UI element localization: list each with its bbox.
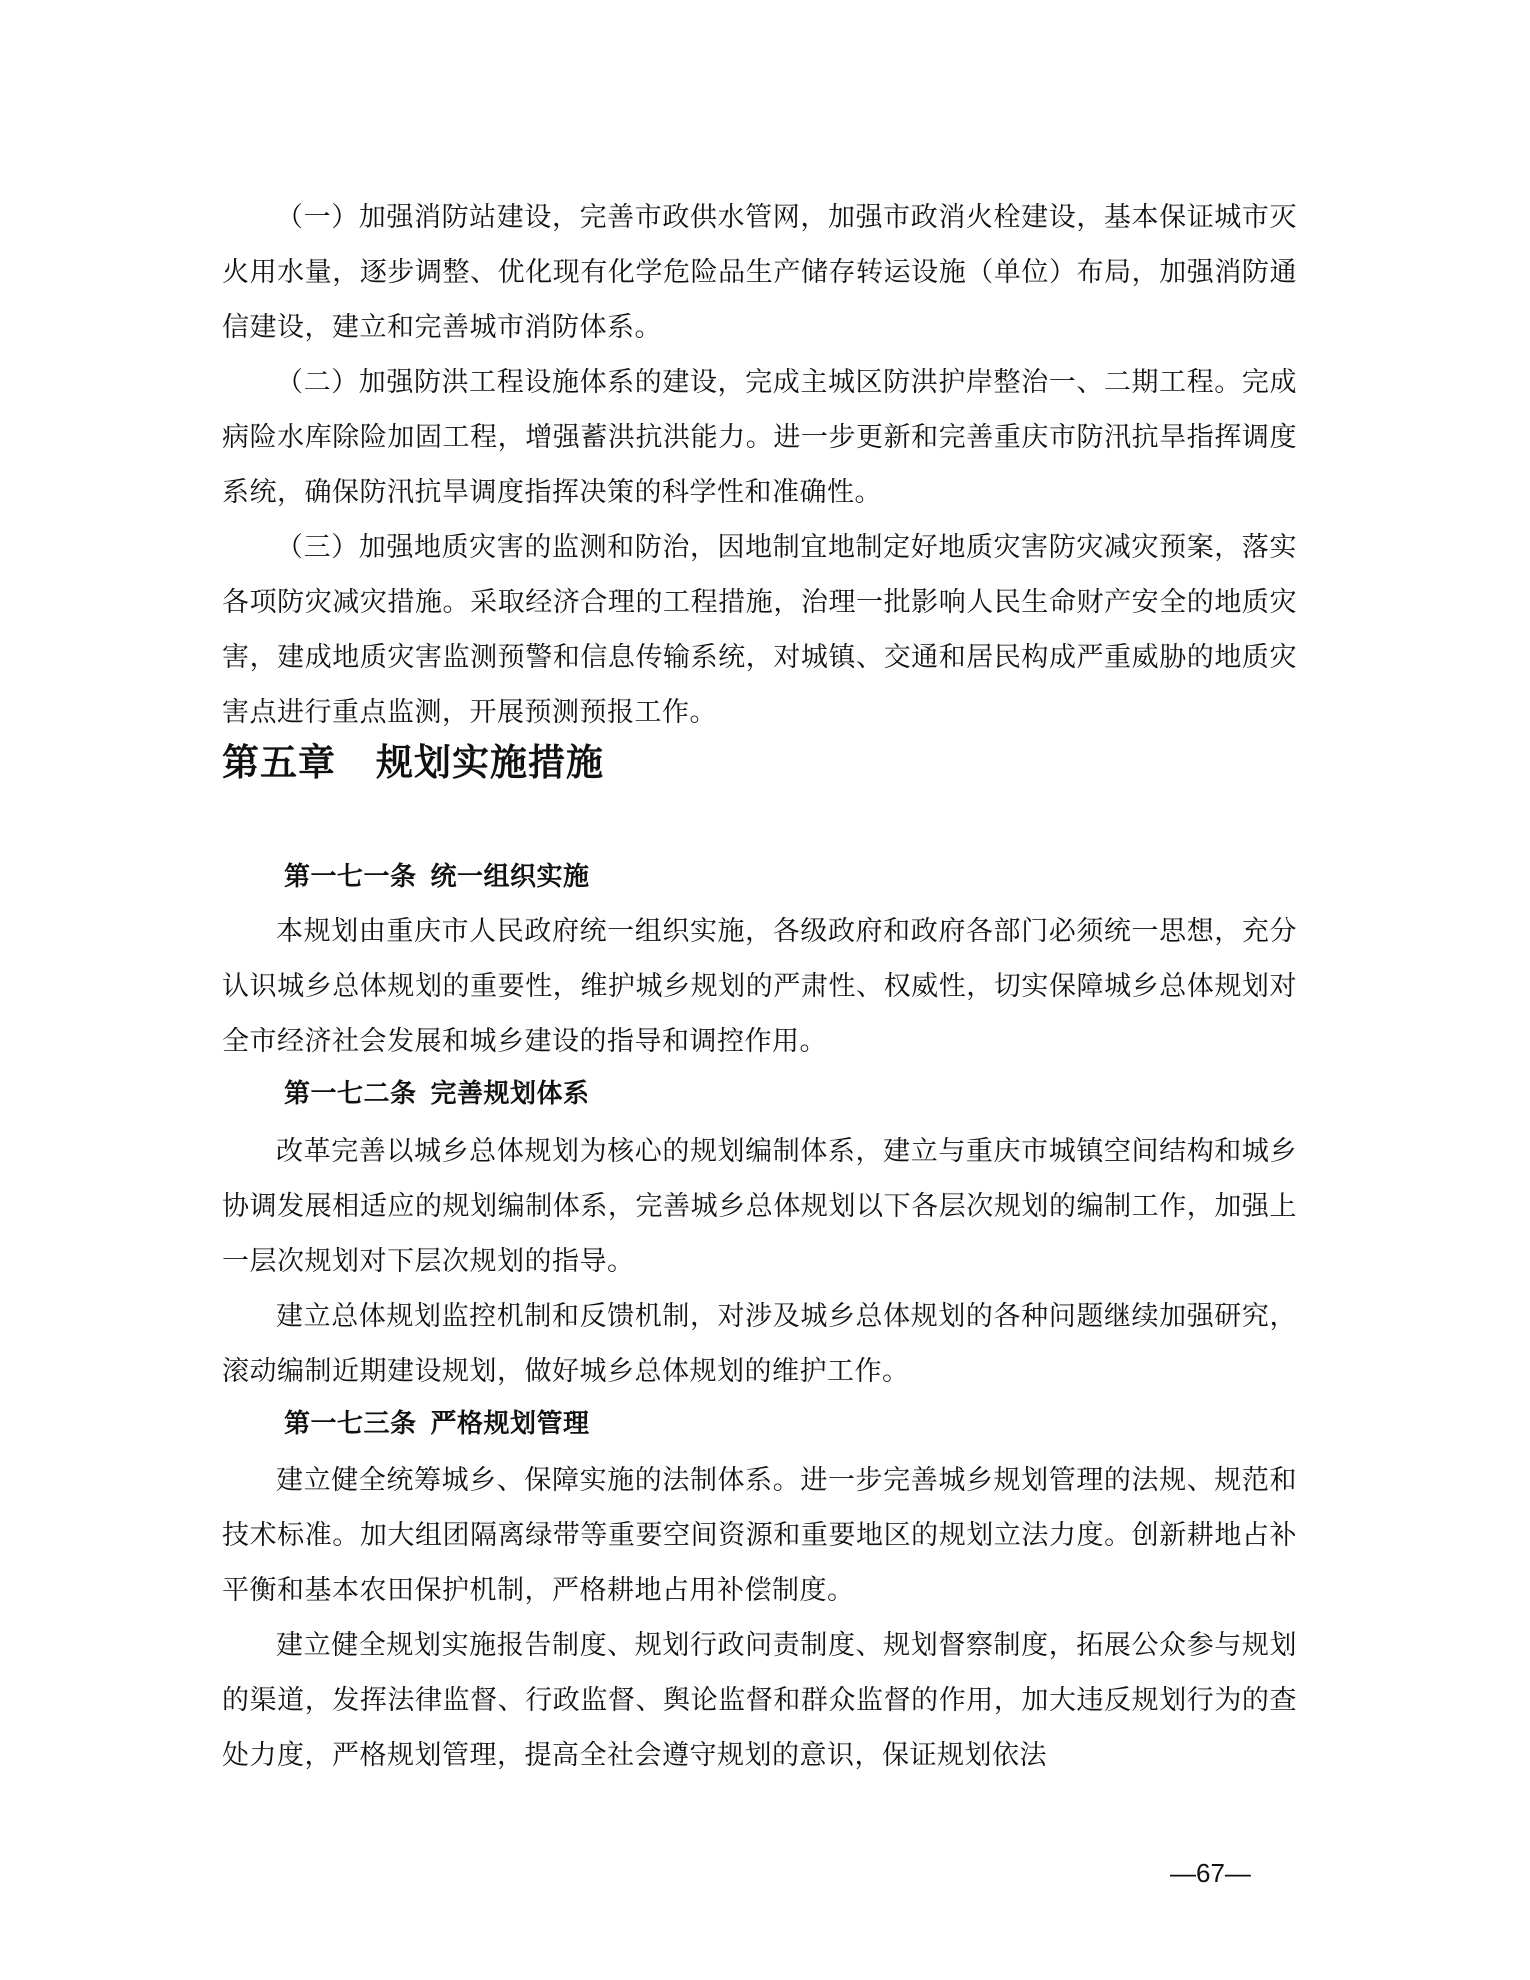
chapter-number: 第五章 (222, 741, 336, 784)
paragraph-article-171: 本规划由重庆市人民政府统一组织实施，各级政府和政府各部门必须统一思想，充分认识城乡总体规划的重要性，维护城乡规划的严肃性、权威性，切实保障城乡总体规划对全市经济社会发展和城乡建设的指导和调控作用。 (222, 916, 1297, 1057)
paragraph-geological-hazards: （三）加强地质灾害的监测和防治，因地制宜地制定好地质灾害防灾减灾预案，落实各项防灾减灾措施。采取经济合理的工程措施，治理一批影响人民生命财产安全的地质灾害，建成地质灾害监测预警和信息传输系统，对城镇、交通和居民构成严重威胁的地质灾害点进行重点监测，开展预测预报工作。 (222, 532, 1297, 728)
paragraph-article-172-b: 建立总体规划监控机制和反馈机制，对涉及城乡总体规划的各种问题继续加强研究，滚动编制近期建设规划，做好城乡总体规划的维护工作。 (222, 1301, 1297, 1387)
article-title: 严格规划管理 (430, 1409, 590, 1439)
article-number: 第一七二条 (284, 1079, 417, 1109)
chapter-title (222, 733, 604, 793)
paragraph-article-173-b: 建立健全规划实施报告制度、规划行政问责制度、规划督察制度，拓展公众参与规划的渠道，发挥法律监督、行政监督、舆论监督和群众监督的作用，加大违反规划行为的查处力度，严格规划管理，提高全社会遵守规划的意识，保证规划依法 (222, 1630, 1297, 1771)
paragraph-article-173-a: 建立健全统筹城乡、保障实施的法制体系。进一步完善城乡规划管理的法规、规范和技术标准。加大组团隔离绿带等重要空间资源和重要地区的规划立法力度。创新耕地占补平衡和基本农田保护机制，严格耕地占用补偿制度。 (222, 1465, 1297, 1606)
paragraph-article-172-a: 改革完善以城乡总体规划为核心的规划编制体系，建立与重庆市城镇空间结构和城乡协调发展相适应的规划编制体系，完善城乡总体规划以下各层次规划的编制工作，加强上一层次规划对下层次规划的指导。 (222, 1136, 1297, 1277)
article-title: 统一组织实施 (430, 862, 590, 892)
article-heading-173 (284, 1399, 590, 1449)
paragraph-fire-protection: （一）加强消防站建设，完善市政供水管网，加强市政消火栓建设，基本保证城市灭火用水量，逐步调整、优化现有化学危险品生产储存转运设施（单位）布局，加强消防通信建设，建立和完善城市消防体系。 (222, 202, 1297, 343)
article-heading-171 (284, 852, 590, 902)
article-number: 第一七三条 (284, 1409, 417, 1439)
article-number: 第一七一条 (284, 862, 417, 892)
chapter-name: 规划实施措施 (376, 741, 604, 784)
paragraph-flood-control: （二）加强防洪工程设施体系的建设，完成主城区防洪护岸整治一、二期工程。完成病险水库除险加固工程，增强蓄洪抗洪能力。进一步更新和完善重庆市防汛抗旱指挥调度系统，确保防汛抗旱调度指挥决策的科学性和准确性。 (222, 367, 1297, 508)
article-heading-172 (284, 1069, 590, 1119)
article-title: 完善规划体系 (430, 1079, 590, 1109)
page-number: —67— (1170, 1858, 1251, 1888)
